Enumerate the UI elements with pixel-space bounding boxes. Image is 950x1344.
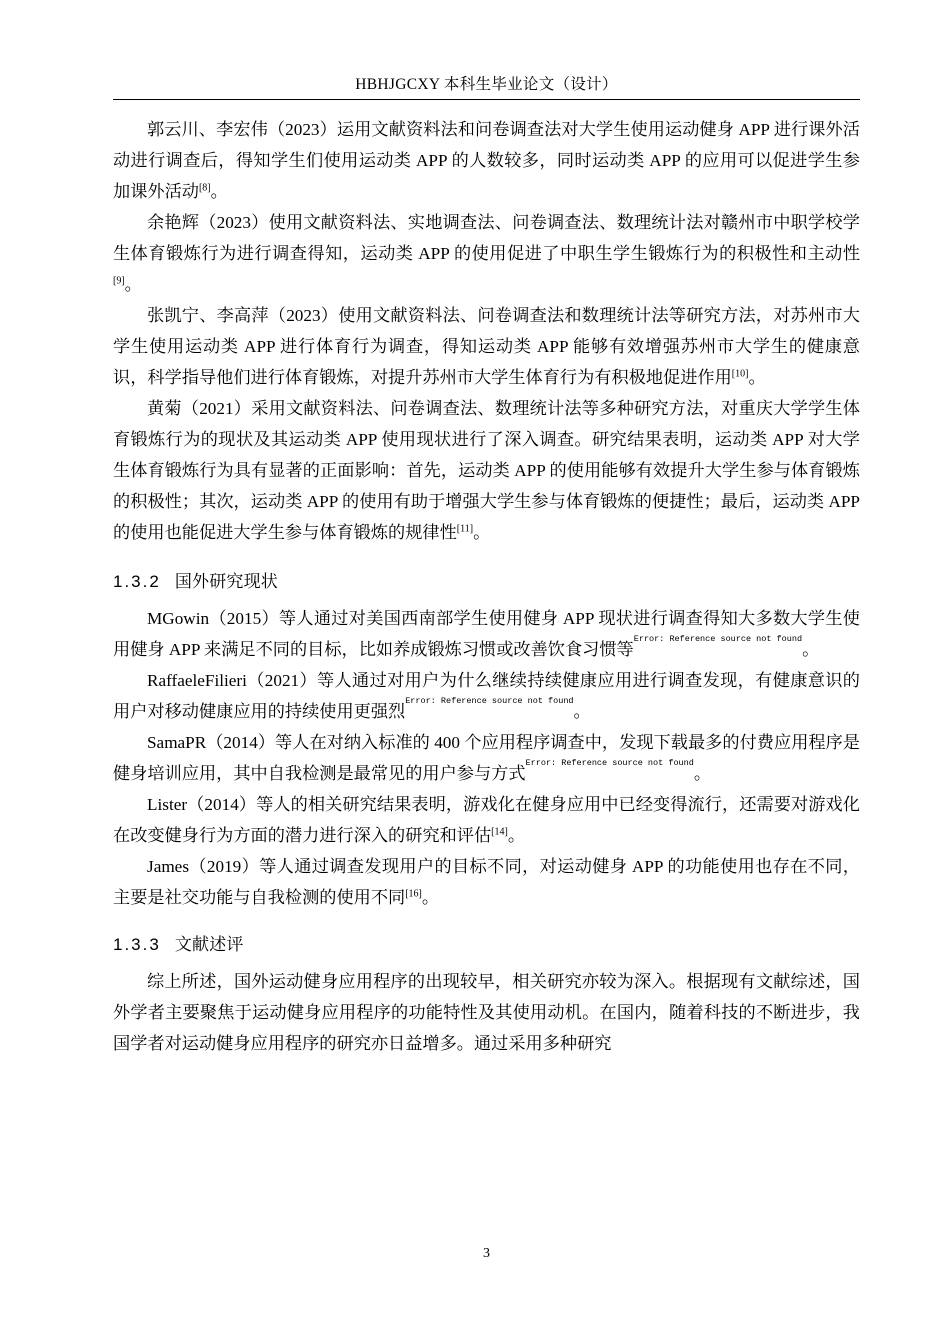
citation-8[interactable]: [8] — [198, 182, 211, 194]
paragraph-text: James（2019）等人通过调查发现用户的目标不同，对运动健身 APP 的功能使用也存在不同，主要是社交功能与自我检测的使用不同 — [113, 857, 860, 907]
paragraph-text: 余艳辉（2023）使用文献资料法、实地调查法、问卷调查法、数理统计法对赣州市中职学校学生体育锻炼行为进行调查得知，运动类 APP 的使用促进了中职生学生锻炼行为的积极性和主动性 — [113, 213, 860, 263]
paragraph-raffaele-filieri — [113, 665, 860, 727]
section-heading-1-3-2 — [113, 566, 860, 597]
running-header: HBHJGCXY 本科生毕业论文（设计） — [355, 76, 618, 93]
paragraph-zhang-kaining — [113, 300, 860, 393]
citation-10[interactable]: [10] — [731, 368, 749, 380]
period: 。 — [210, 182, 228, 201]
reference-error[interactable]: Error: Reference source not found — [525, 758, 694, 768]
paragraph-text: RaffaeleFilieri（2021）等人通过对用户为什么继续持续健康应用进行调查发现，有健康意识的用户对移动健康应用的持续使用更强烈 — [113, 671, 860, 721]
period: 。 — [473, 523, 491, 542]
citation-9[interactable]: [9] — [113, 275, 125, 287]
section-title: 文献述评 — [174, 935, 244, 954]
paragraph-text: 黄菊（2021）采用文献资料法、问卷调查法、数理统计法等多种研究方法，对重庆大学学生体育锻炼行为的现状及其运动类 APP 使用现状进行了深入调查。研究结果表明，运动类 APP 对大学生体育锻炼行为具有显著的正面影响：首先，运动类 APP 的使用能够有效提升大学生参与体育锻炼的积极性；其次，运动类 APP 的使用有助于增强大学生参与体育锻炼的便捷性；最后，运动类 APP 的使用也能促进大学生参与体育锻炼的规律性 — [113, 399, 860, 542]
body-content — [113, 114, 860, 1059]
paragraph-samapr — [113, 727, 860, 789]
header-divider — [113, 99, 860, 100]
period: 。 — [421, 888, 440, 907]
paragraph-text: SamaPR（2014）等人在对纳入标准的 400 个应用程序调查中，发现下载最多的付费应用程序是健身培训应用，其中自我检测是最常见的用户参与方式 — [113, 733, 860, 783]
paragraph-lister — [113, 789, 860, 851]
paragraph-text: 张凯宁、李高萍（2023）使用文献资料法、问卷调查法和数理统计法等研究方法，对苏州市大学生使用运动类 APP 进行体育行为调查，得知运动类 APP 能够有效增强苏州市大学生的健康意识，科学指导他们进行体育锻炼，对提升苏州市大学生体育行为有积极地促进作用 — [113, 306, 860, 387]
page-number: 3 — [483, 1246, 490, 1261]
paragraph-literature-review — [113, 966, 860, 1059]
reference-error[interactable]: Error: Reference source not found — [633, 634, 803, 644]
paragraph-text: Lister（2014）等人的相关研究结果表明，游戏化在健身应用中已经变得流行，还需要对游戏化在改变健身行为方面的潜力进行深入的研究和评估 — [113, 795, 860, 845]
period: 。 — [802, 640, 820, 659]
paragraph-guo-yunchuan — [113, 114, 860, 207]
citation-16[interactable]: [16] — [405, 888, 422, 900]
citation-11[interactable]: [11] — [456, 523, 474, 535]
paragraph-text: MGowin（2015）等人通过对美国西南部学生使用健身 APP 现状进行调查得知大多数大学生使用健身 APP 来满足不同的目标，比如养成锻炼习惯或改善饮食习惯等 — [113, 609, 860, 659]
period: 。 — [748, 368, 766, 387]
citation-14[interactable]: [14] — [491, 826, 508, 838]
period: 。 — [124, 275, 142, 294]
paragraph-text: 郭云川、李宏伟（2023）运用文献资料法和问卷调查法对大学生使用运动健身 APP 进行课外活动进行调查后，得知学生们使用运动类 APP 的人数较多，同时运动类 APP 的应用可以促进学生参加课外活动 — [113, 120, 860, 201]
section-number: 1.3.3 — [113, 935, 161, 954]
period: 。 — [573, 702, 591, 721]
paragraph-mgowin — [113, 603, 860, 665]
section-title: 国外研究现状 — [174, 572, 279, 591]
period: 。 — [693, 764, 712, 783]
paragraph-james — [113, 851, 860, 913]
paragraph-yu-yanhui — [113, 207, 860, 300]
paragraph-huang-ju — [113, 393, 860, 548]
section-number: 1.3.2 — [113, 572, 161, 591]
section-heading-1-3-3 — [113, 929, 860, 960]
paragraph-text: 综上所述，国外运动健身应用程序的出现较早，相关研究亦较为深入。根据现有文献综述，国外学者主要聚焦于运动健身应用程序的功能特性及其使用动机。在国内，随着科技的不断进步，我国学者对运动健身应用程序的研究亦日益增多。通过采用多种研究 — [113, 972, 860, 1053]
reference-error[interactable]: Error: Reference source not found — [405, 696, 574, 706]
period: 。 — [507, 826, 526, 845]
